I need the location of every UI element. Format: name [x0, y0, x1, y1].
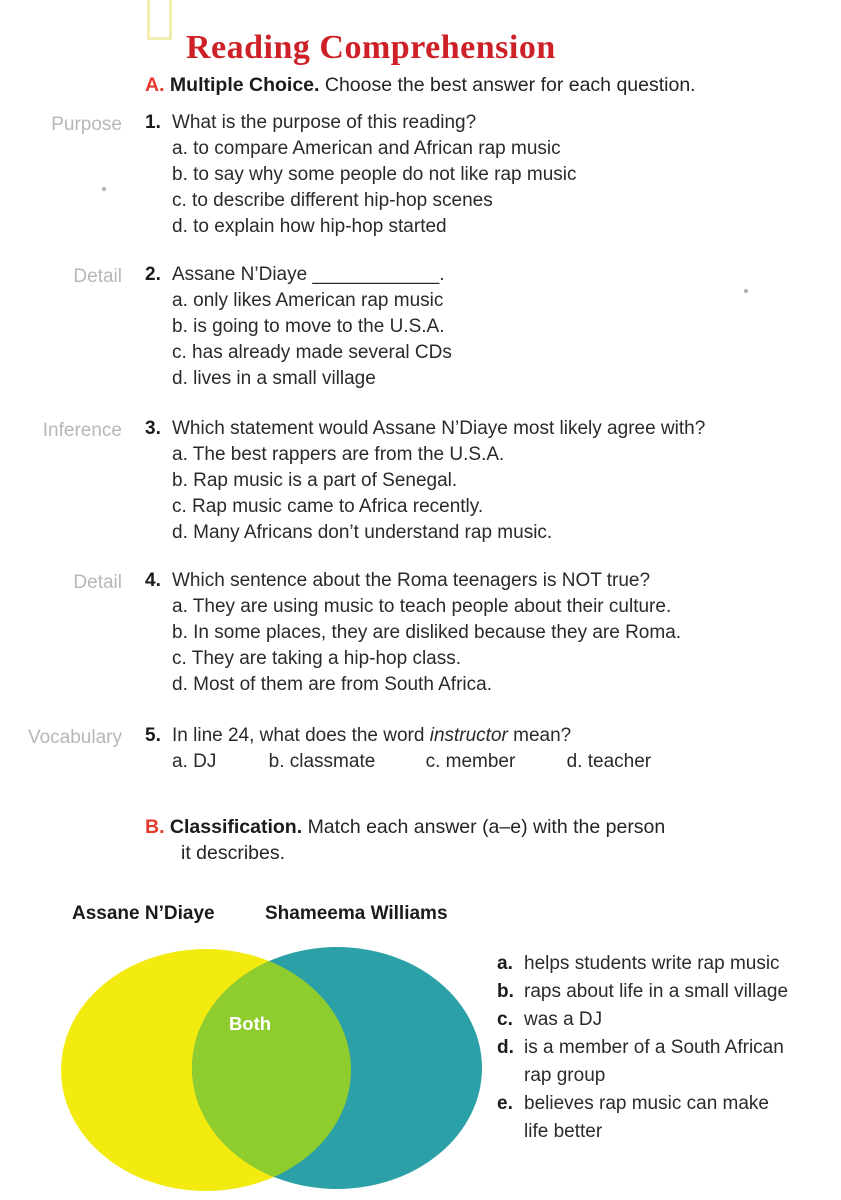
option: a. They are using music to teach people about their culture. — [172, 596, 672, 617]
question-5-keyword: instructor — [429, 725, 508, 746]
question-5-text-post: mean? — [507, 725, 572, 746]
option: d. Most of them are from South Africa. — [172, 674, 492, 695]
venn-overlap-label: Both — [228, 1013, 272, 1034]
question-5-stem — [145, 723, 815, 749]
option: b. to say why some people do not like rap music — [172, 164, 577, 185]
section-a-instructions: Choose the best answer for each question. — [324, 74, 696, 96]
venn-diagram-svg — [56, 946, 488, 1196]
skill-tag-purpose: Purpose — [51, 114, 122, 135]
option: d. to explain how hip-hop started — [172, 216, 447, 237]
question-2-number: 2. — [145, 264, 161, 285]
question-5-number: 5. — [145, 725, 161, 746]
skill-tag-inference: Inference — [42, 420, 122, 441]
answer-letter: b. — [497, 981, 514, 1002]
question-3 — [145, 416, 815, 546]
section-a-header — [145, 72, 696, 98]
section-b-instructions-line2: it describes. — [181, 842, 286, 864]
skill-tag-detail-2: Detail — [73, 572, 122, 593]
answer-letter: c. — [497, 1009, 513, 1030]
question-1-options — [172, 136, 815, 240]
option: d. teacher — [566, 751, 652, 772]
section-a-name: Multiple Choice. — [169, 74, 320, 96]
answer-letter: d. — [497, 1037, 514, 1058]
answer-letter: e. — [497, 1093, 513, 1114]
question-2 — [145, 262, 815, 392]
answer-item-c — [497, 1006, 841, 1034]
option: d. lives in a small village — [172, 368, 376, 389]
answer-text: believes rap music can make — [524, 1093, 769, 1114]
question-3-number: 3. — [145, 418, 161, 439]
section-b-header-line1 — [145, 814, 665, 840]
option: c. Rap music came to Africa recently. — [172, 496, 484, 517]
option: a. to compare American and African rap music — [172, 138, 561, 159]
question-5 — [145, 723, 815, 775]
question-2-text: Assane N’Diaye — [172, 264, 313, 285]
answer-text: was a DJ — [524, 1009, 603, 1030]
question-4-text: Which sentence about the Roma teenagers is NOT true? — [172, 570, 651, 591]
question-2-period: . — [439, 264, 445, 285]
option: b. Rap music is a part of Senegal. — [172, 470, 458, 491]
question-1-stem — [145, 110, 815, 136]
section-b-letter: B. — [145, 816, 165, 838]
question-3-text: Which statement would Assane N’Diaye most likely agree with? — [172, 418, 706, 439]
answer-text-line2: rap group — [524, 1065, 606, 1086]
option: c. member — [425, 751, 516, 772]
scan-speck — [744, 289, 748, 293]
fill-in-blank: ____________ — [312, 264, 440, 285]
section-b-name: Classification. — [169, 816, 303, 838]
scan-speck — [102, 187, 106, 191]
question-3-stem — [145, 416, 815, 442]
section-a-letter: A. — [145, 74, 165, 96]
section-b-instructions-line1: Match each answer (a–e) with the person — [307, 816, 666, 838]
question-4-number: 4. — [145, 570, 161, 591]
question-4-stem — [145, 568, 815, 594]
question-4-options — [172, 594, 815, 698]
answer-text: helps students write rap music — [524, 953, 780, 974]
option: b. classmate — [268, 751, 376, 772]
option: b. In some places, they are disliked because they are Roma. — [172, 622, 682, 643]
question-2-options — [172, 288, 815, 392]
option: d. Many Africans don’t understand rap music. — [172, 522, 553, 543]
answer-item-d — [497, 1034, 841, 1090]
option: c. to describe different hip-hop scenes — [172, 190, 493, 211]
option: c. They are taking a hip-hop class. — [172, 648, 462, 669]
question-3-options — [172, 442, 815, 546]
answer-letter: a. — [497, 953, 513, 974]
answer-text: raps about life in a small village — [524, 981, 789, 1002]
question-5-text-pre: In line 24, what does the word — [172, 725, 430, 746]
question-1 — [145, 110, 815, 240]
answer-item-e — [497, 1090, 841, 1146]
option: b. is going to move to the U.S.A. — [172, 316, 445, 337]
option: a. The best rappers are from the U.S.A. — [172, 444, 505, 465]
answer-item-a — [497, 950, 841, 978]
venn-diagram — [56, 946, 488, 1196]
answer-item-b — [497, 978, 841, 1006]
question-5-options — [172, 749, 815, 775]
answer-text-line2: life better — [524, 1121, 603, 1142]
question-4 — [145, 568, 815, 698]
question-1-text: What is the purpose of this reading? — [172, 112, 477, 133]
skill-tag-detail-1: Detail — [73, 266, 122, 287]
option: a. only likes American rap music — [172, 290, 444, 311]
question-1-number: 1. — [145, 112, 161, 133]
classification-answer-list — [497, 950, 841, 1146]
option: c. has already made several CDs — [172, 342, 452, 363]
section-marker-icon — [147, 0, 172, 40]
section-b-header — [145, 814, 665, 866]
skill-tag-vocabulary: Vocabulary — [27, 727, 122, 748]
venn-right-person-label: Shameema Williams — [265, 903, 448, 924]
option: a. DJ — [172, 751, 217, 772]
page-title: Reading Comprehension — [186, 28, 556, 66]
venn-left-person-label: Assane N’Diaye — [72, 903, 215, 924]
answer-text: is a member of a South African — [524, 1037, 784, 1058]
question-2-stem — [145, 262, 815, 288]
